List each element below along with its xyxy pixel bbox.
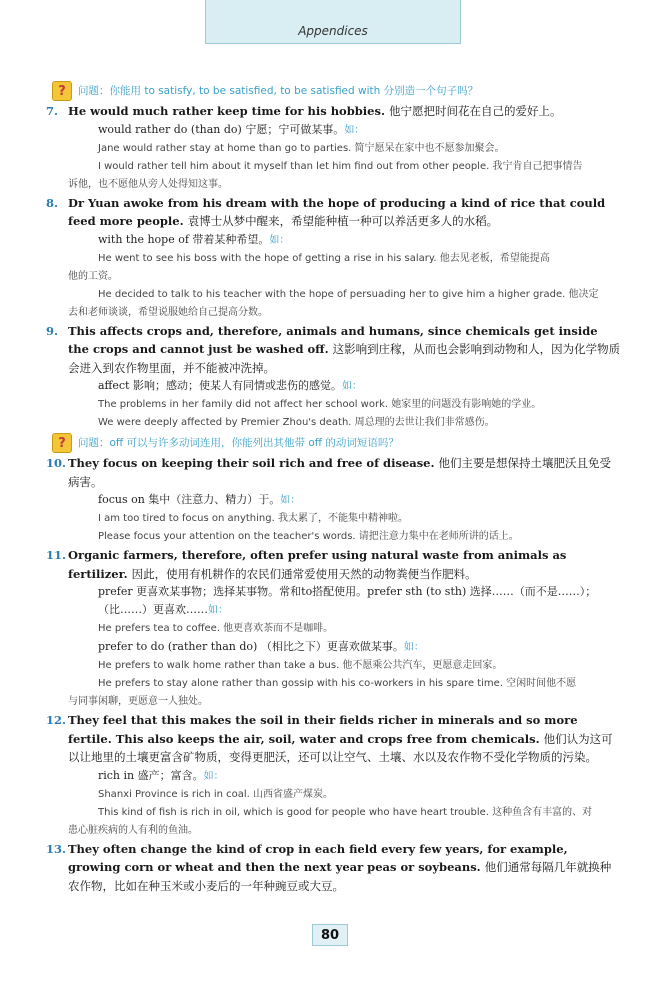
item-number: 13.	[46, 841, 67, 856]
phrase-explanation: prefer 更喜欢某事物；选择某事物。常和to搭配使用。prefer sth (to sth) 选择……（而不是……）；（比……）更喜欢……如：	[98, 585, 597, 616]
chinese-translation: 他们主要是想保持土壤肥沃且免受病害。	[68, 456, 612, 489]
english-sentence: Dr Yuan awoke from his dream with the hope of producing a kind of rice that could feed more people.	[68, 195, 606, 228]
phrase-explanation: focus on 集中（注意力、精力）于。如：	[98, 493, 301, 506]
english-sentence: Organic farmers, therefore, often prefer using natural waste from animals as fertilizer.	[68, 548, 567, 581]
example-line: He prefers to walk home rather than take a bus. 他不愿乘公共汽车，更愿意走回家。	[98, 660, 503, 671]
note-item-7	[46, 102, 622, 121]
question-text: 问题：off 可以与许多动词连用，你能列出其他带 off 的动词短语吗？	[78, 437, 399, 449]
note-item-10	[46, 454, 622, 491]
question-icon: ?	[52, 81, 72, 101]
note-item-12	[46, 711, 622, 767]
item-number: 8.	[46, 195, 59, 210]
question-text: 问题：你能用 to satisfy, to be satisfied, to be satisfied with 分别造一个句子吗？	[78, 85, 479, 97]
question-note-2	[52, 432, 622, 454]
example-line: 诉他，也不愿他从旁人处得知这事。	[68, 178, 228, 190]
example-line: 他的工资。	[68, 270, 118, 282]
english-sentence: This affects crops and, therefore, animals and humans, since chemicals get inside the crops and cannot just be washed off.	[68, 323, 598, 356]
example-line: He prefers tea to coffee. 他更喜欢茶而不是咖啡。	[98, 623, 334, 634]
chinese-translation: 他们通常每隔几年就换种农作物，比如在种玉米或小麦后的一年种豌豆或大豆。	[68, 860, 612, 893]
chinese-translation: 他宁愿把时间花在自己的爱好上。	[388, 104, 562, 118]
question-icon: ?	[52, 433, 72, 453]
chinese-translation: 因此，使用有机耕作的农民们通常爱使用天然的动物粪便当作肥料。	[131, 566, 477, 581]
item-number: 11.	[46, 548, 67, 562]
header-tab	[205, 0, 461, 44]
note-item-11	[46, 546, 622, 583]
example-line: Jane would rather stay at home than go to parties. 简宁愿呆在家中也不愿参加聚会。	[98, 142, 505, 154]
item-number: 9.	[46, 323, 59, 338]
example-line: 患心脏疾病的人有利的鱼油。	[68, 824, 198, 836]
phrase-explanation: affect 影响；感动；使某人有同情或悲伤的感觉。如：	[98, 379, 362, 392]
chinese-translation: 这影响到庄稼，从而也会影响到动物和人，因为化学物质会进入到农作物里面，并不能被冲洗掉。	[68, 342, 621, 375]
note-item-13	[46, 840, 622, 896]
example-line: I am too tired to focus on anything. 我太累了，不能集中精神啦。	[98, 513, 408, 524]
question-note-1	[52, 80, 622, 102]
english-sentence: They focus on keeping their soil rich and free of disease.	[68, 456, 435, 470]
example-line: He decided to talk to his teacher with the hope of persuading her to give him a higher grade. 他决定	[98, 288, 599, 300]
example-line: We were deeply affected by Premier Zhou's death. 周总理的去世让我们非常感伤。	[98, 417, 495, 428]
item-number: 12.	[46, 713, 67, 727]
chinese-translation: 袁博士从梦中醒来，希望能种植一种可以养活更多人的水稻。	[187, 214, 499, 228]
phrase-explanation: rich in 盛产；富含。如：	[98, 768, 224, 782]
phrase-explanation: would rather do (than do) 宁愿；宁可做某事。如：	[98, 122, 365, 136]
item-number: 10.	[46, 456, 67, 470]
item-number: 7.	[46, 104, 59, 118]
phrase-explanation: with the hope of 带着某种希望。如：	[98, 232, 290, 246]
note-item-8	[46, 194, 622, 231]
example-line: I would rather tell him about it myself than let him find out from other people. 我宁肯自己把事情告	[98, 160, 583, 172]
header-title: Appendices	[298, 24, 368, 38]
example-line: Shanxi Province is rich in coal. 山西省盛产煤炭。	[98, 788, 333, 800]
english-sentence: They feel that this makes the soil in their fields richer in minerals and so more fertile. This also keeps the air, soil, water and crops free from chemicals.	[68, 713, 578, 746]
example-line: He prefers to stay alone rather than gossip with his co-workers in his spare time. 空闲时间他不愿	[98, 678, 577, 689]
example-line: He went to see his boss with the hope of getting a rise in his salary. 他去见老板，希望能提高	[98, 252, 550, 264]
example-line: 与同事闲聊，更愿意一人独处。	[68, 696, 208, 707]
english-sentence: He would much rather keep time for his hobbies.	[68, 104, 385, 118]
phrase-explanation: prefer to do (rather than do) （相比之下）更喜欢做某事。如：	[98, 640, 424, 653]
note-item-9	[46, 322, 622, 378]
example-line: 去和老师谈谈，希望说服她给自己提高分数。	[68, 306, 268, 318]
page-content	[46, 80, 622, 895]
example-line: The problems in her family did not affect her school work. 她家里的问题没有影响她的学业。	[98, 399, 542, 410]
example-line: Please focus your attention on the teacher's words. 请把注意力集中在老师所讲的话上。	[98, 531, 519, 542]
english-sentence: They often change the kind of crop in each field every few years, for example, growing corn or wheat and then the next year peas or soybeans.	[68, 841, 568, 874]
chinese-translation: 他们认为这可以让地里的土壤更富含矿物质，变得更肥沃，还可以让空气、土壤、水以及农作物不受化学物质的污染。	[68, 731, 613, 764]
example-line: This kind of fish is rich in oil, which is good for people who have heart trouble. 这种鱼含有丰富的、对	[98, 806, 593, 818]
page-number: 80	[312, 924, 348, 946]
